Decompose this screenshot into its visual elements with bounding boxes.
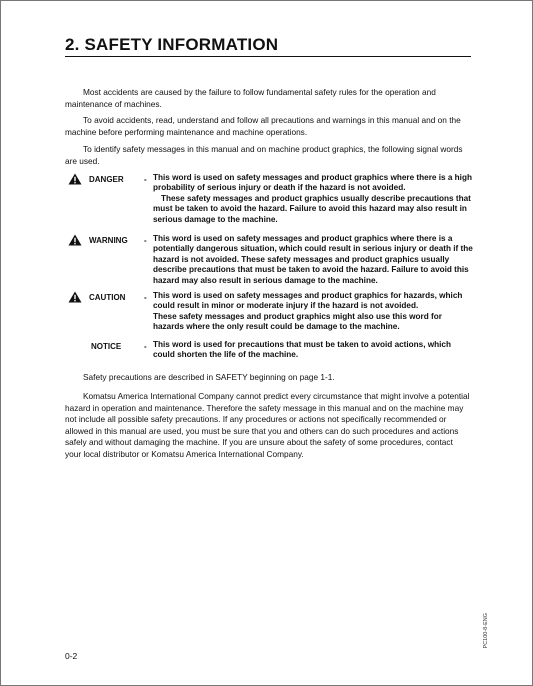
outro-paragraph-1: Safety precautions are described in SAFETY beginning on page 1-1. (83, 372, 335, 382)
warning-triangle-icon (68, 173, 82, 185)
signal-description-warning (153, 234, 474, 286)
signal-dash: - (144, 175, 147, 184)
caution-line-1: This word is used on safety messages and product graphics for hazards, which could result in minor or moderate injury if the hazard is not avoided. (153, 291, 463, 311)
caution-line-2: These safety messages and product graphics might also use this word for hazards where the only result could be damage to the machine. (153, 311, 442, 332)
notice-line-1: This word is used for precautions that must be taken to avoid actions, which could shorten the life of the machine. (153, 340, 451, 360)
signal-word-warning: WARNING (89, 236, 128, 245)
section-title: 2. SAFETY INFORMATION (65, 35, 279, 54)
signal-word-caution: CAUTION (89, 293, 126, 302)
intro-paragraph-1: Most accidents are caused by the failure to follow fundamental safety rules for the operation and maintenance of machines. (65, 87, 436, 109)
signal-dash: - (144, 236, 147, 245)
signal-description-danger (153, 173, 474, 225)
intro-paragraph-3: To identify safety messages in this manual and on machine product graphics, the following signal words are used. (65, 144, 463, 166)
page-number: 0-2 (65, 651, 78, 661)
signal-word-danger: DANGER (89, 175, 124, 184)
intro-paragraph-2: To avoid accidents, read, understand and follow all precautions and warnings in this manual and on the machine before performing maintenance and machine operations. (65, 115, 461, 137)
warning-triangle-icon (68, 234, 82, 246)
danger-line-2: These safety messages and product graphics usually describe precautions that must be taken to avoid the hazard. Failure to avoid this hazard may also result in serious damage to the machine. (153, 193, 471, 224)
warning-triangle-icon (68, 291, 82, 303)
signal-description-notice (153, 340, 474, 361)
signal-word-notice: NOTICE (91, 342, 122, 351)
outro-paragraph-2: Komatsu America International Company cannot predict every circumstance that might involve a potential hazard in operation and maintenance. Therefore the safety message in this manual and on the machine may not include all possible safety precautions. If any procedures or actions not specifically recommended or allowed in this manual are used, you must be sure that you and others can do such procedures and actions safely and without damaging the machine. If you are unsure about the safety of some procedures, contact your local distributor or Komatsu America International Company. (65, 391, 470, 459)
section-title-bar (65, 35, 471, 57)
document-code: PC100-8-ENG (483, 613, 489, 649)
signal-dash: - (144, 293, 147, 302)
danger-line-1: This word is used on safety messages and product graphics where there is a high probability of serious injury or death if the hazard is not avoided. (153, 173, 472, 193)
warning-line-1: This word is used on safety messages and product graphics where there is a potentially dangerous situation, which could result in serious injury or death if the hazard is not avoided. These safety messages and product graphics usually describe precautions that must be taken to avoid the hazard. Failure to avoid this hazard may also result in serious damage to the machine. (153, 234, 473, 285)
signal-dash: - (144, 342, 147, 351)
signal-description-caution (153, 291, 474, 333)
